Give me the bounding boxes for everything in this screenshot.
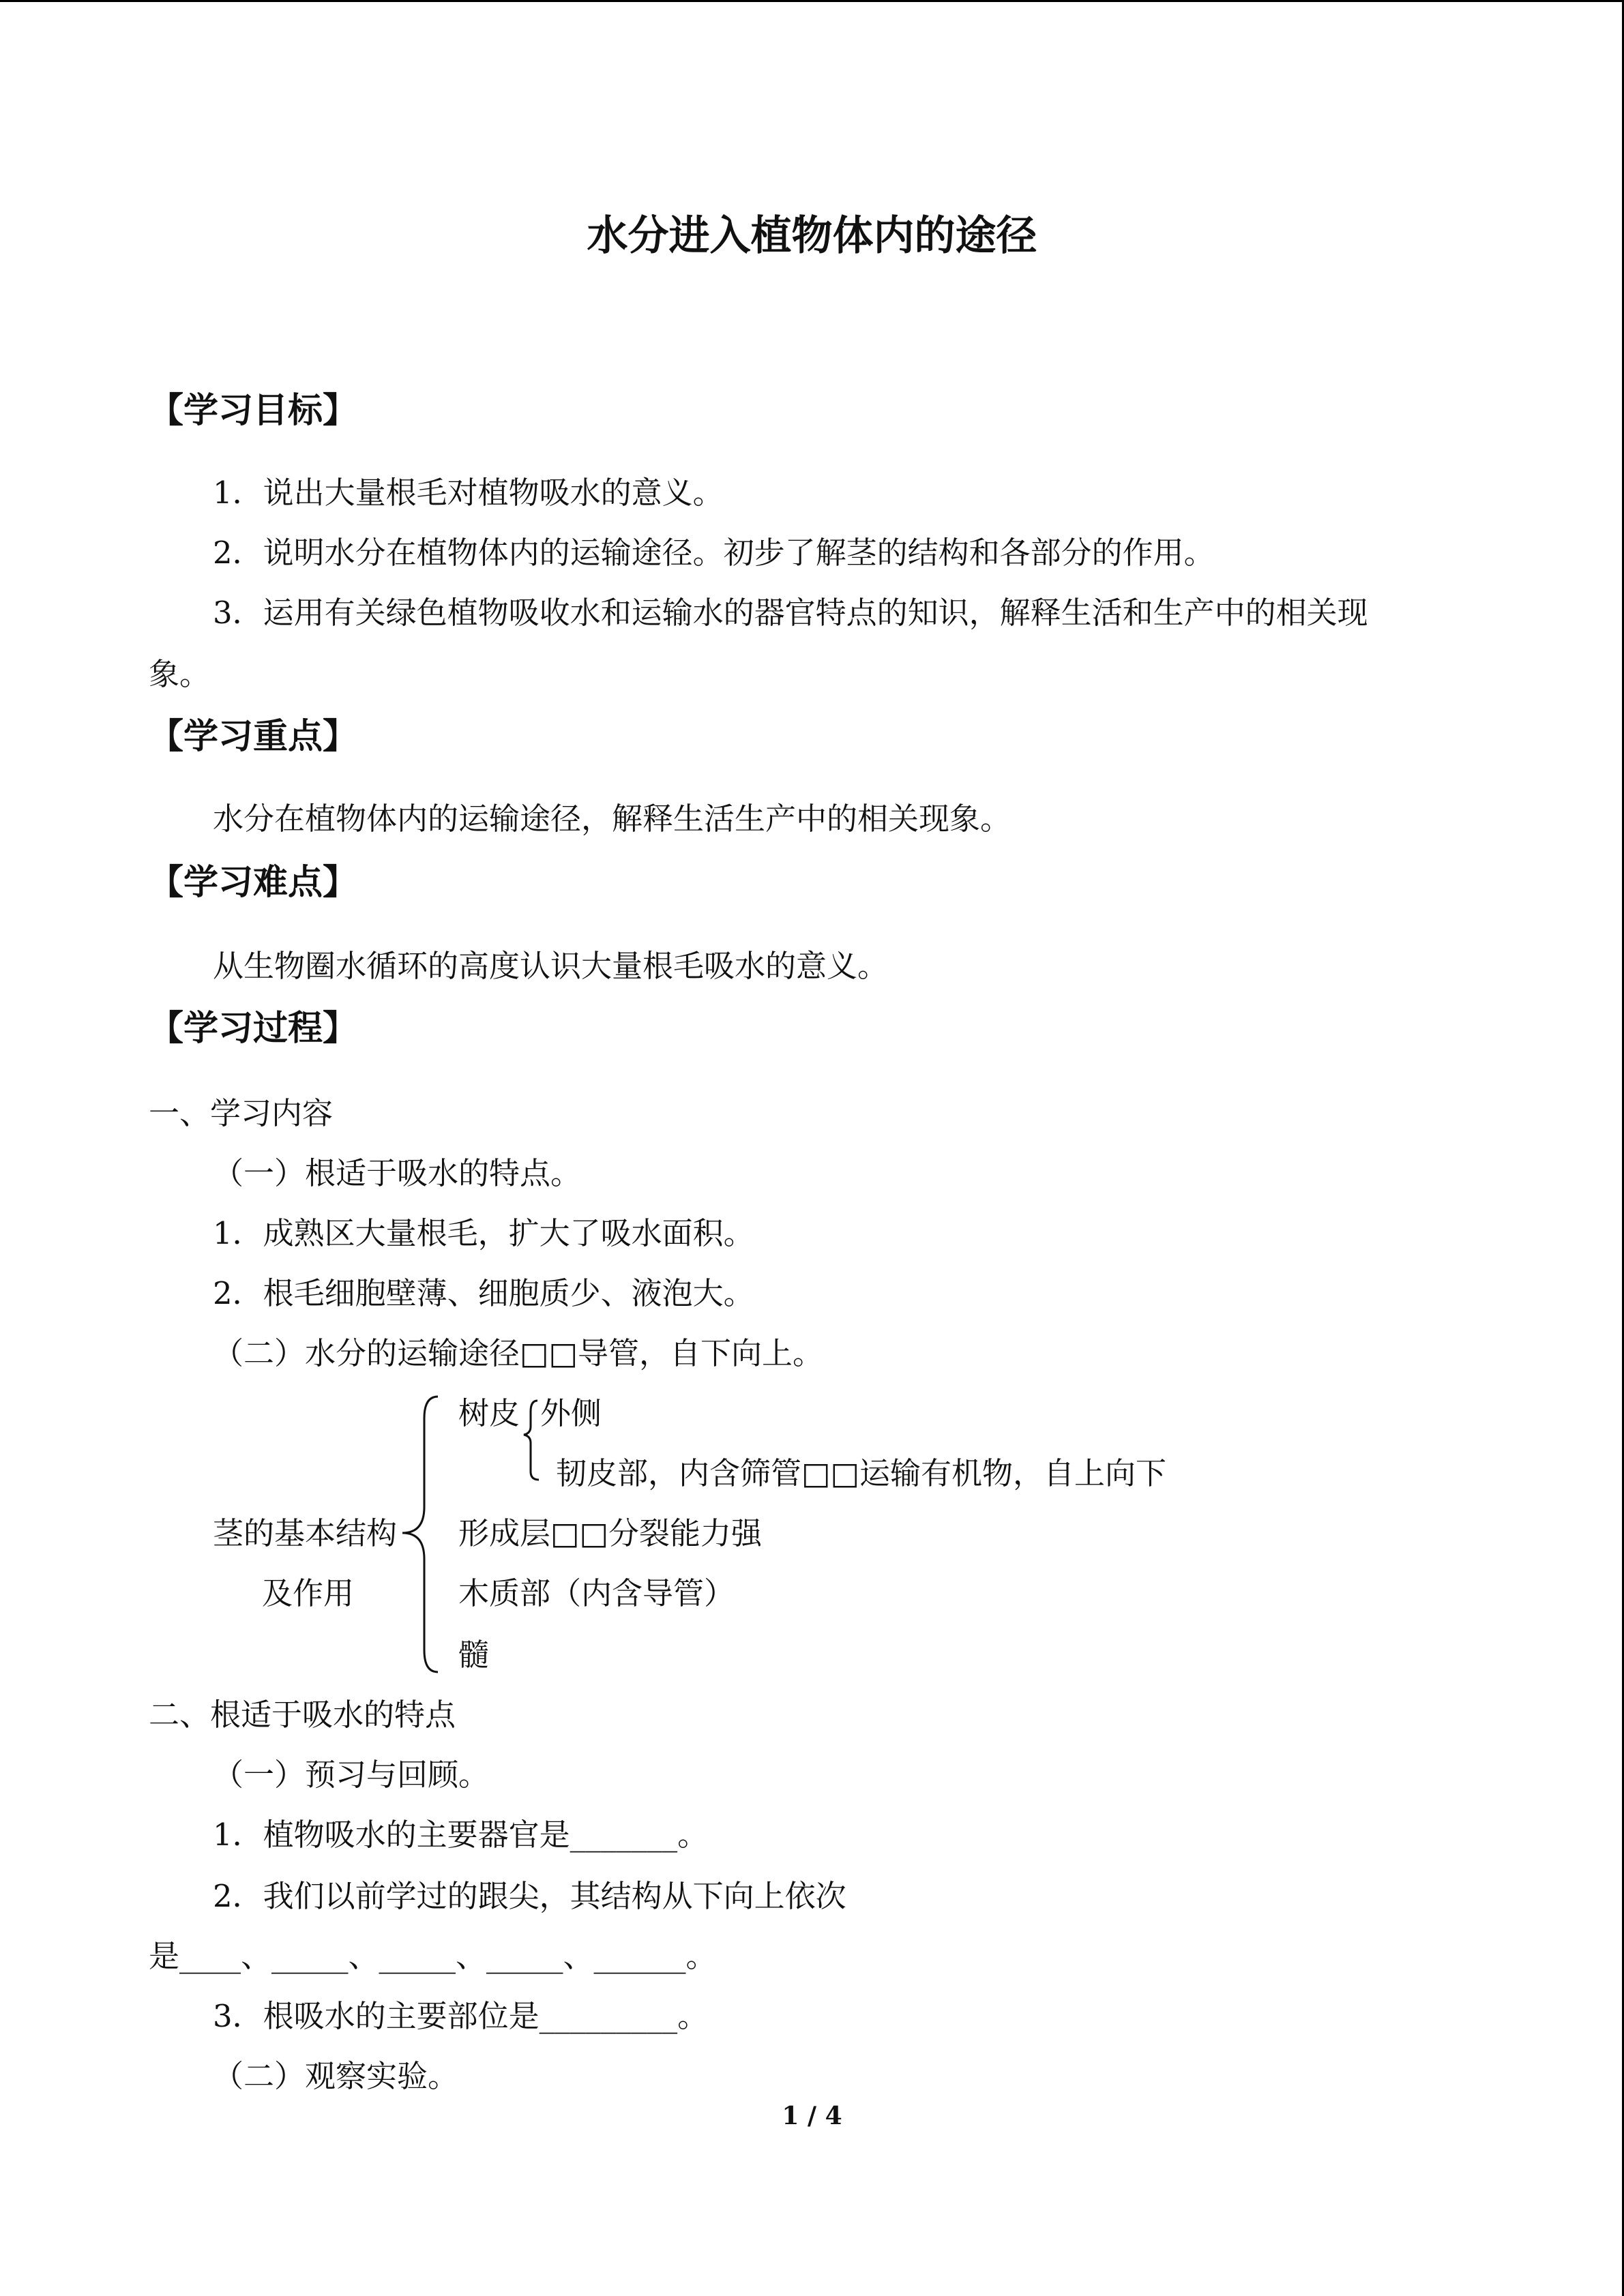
heading-objectives: 【学习目标】	[149, 390, 358, 431]
objective-2: 2．说明水分在植物体内的运输途径。初步了解茎的结构和各部分的作用。	[213, 535, 1215, 571]
part2-question-2-blanks: 是____、_____、_____、_____、______。	[149, 1938, 717, 1974]
part2-question-1: 1．植物吸水的主要器官是_______。	[213, 1817, 709, 1853]
diagram-cambium: 形成层□□分裂能力强	[458, 1515, 763, 1551]
difficulties-text: 从生物圈水循环的高度认识大量根毛吸水的意义。	[213, 948, 889, 984]
large-brace	[397, 1391, 458, 1678]
part1-sub2: （二）水分的运输途径□□导管，自下向上。	[213, 1335, 824, 1371]
part1-title: 一、学习内容	[149, 1095, 334, 1131]
diagram-main-label-1: 茎的基本结构	[213, 1515, 398, 1551]
objective-1: 1．说出大量根毛对植物吸水的意义。	[213, 475, 724, 511]
diagram-bark: 树皮	[458, 1395, 520, 1431]
part1-item1: 1．成熟区大量根毛，扩大了吸水面积。	[213, 1215, 754, 1251]
small-brace	[518, 1397, 546, 1485]
part2-question-3: 3．根吸水的主要部位是_________。	[213, 1998, 709, 2034]
part2-sub1: （一）预习与回顾。	[213, 1757, 490, 1793]
page-number: 1 / 4	[782, 2102, 842, 2130]
part2-title: 二、根适于吸水的特点	[149, 1697, 456, 1733]
heading-process: 【学习过程】	[149, 1008, 358, 1049]
diagram-phloem: 韧皮部，内含筛管□□运输有机物，自上向下	[556, 1455, 1167, 1491]
heading-key-points: 【学习重点】	[149, 716, 358, 757]
objective-3: 3．运用有关绿色植物吸收水和运输水的器官特点的知识，解释生活和生产中的相关现	[213, 595, 1368, 631]
part1-sub1: （一）根适于吸水的特点。	[213, 1155, 582, 1191]
part2-sub2: （二）观察实验。	[213, 2058, 459, 2094]
key-points-text: 水分在植物体内的运输途径，解释生活生产中的相关现象。	[213, 801, 1012, 837]
document-title: 水分进入植物体内的途径	[587, 212, 1037, 260]
diagram-main-label-2: 及作用	[262, 1575, 355, 1611]
heading-difficulties: 【学习难点】	[149, 862, 358, 903]
part2-question-2: 2．我们以前学过的跟尖，其结构从下向上依次	[213, 1878, 846, 1914]
diagram-pith: 髓	[458, 1637, 490, 1673]
diagram-bark-outer: 外侧	[540, 1395, 602, 1431]
objective-3-continued: 象。	[149, 656, 211, 692]
part1-item2: 2．根毛细胞壁薄、细胞质少、液泡大。	[213, 1275, 754, 1311]
diagram-xylem: 木质部（内含导管）	[458, 1575, 735, 1611]
